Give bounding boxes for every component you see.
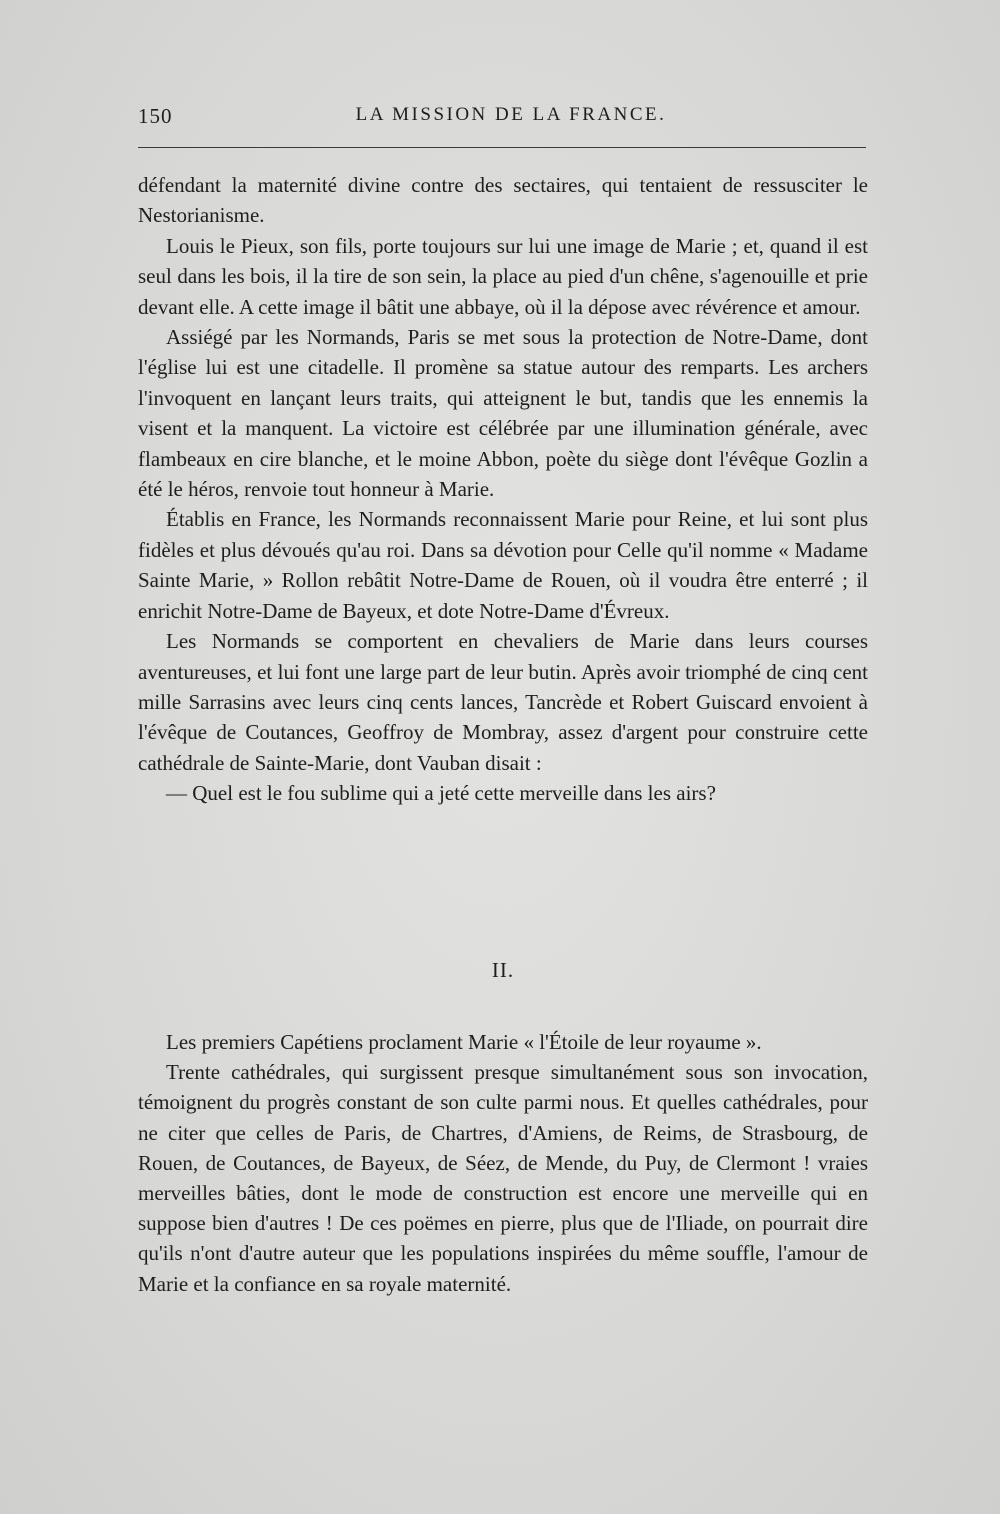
quote-paragraph: — Quel est le fou sublime qui a jeté cette merveille dans les airs? xyxy=(166,781,716,806)
paragraph: Les premiers Capétiens proclament Marie « l'Étoile de leur royaume ». xyxy=(166,1030,762,1054)
paragraph: Établis en France, les Normands reconnaissent Marie pour Reine, et lui sont plus fidèles et plus dévoués qu'au roi. Dans sa dévotion pour Celle qu'il nomme « Madame Sainte Marie, » Rollon rebâtit Notre-Dame de Rouen, où il voudra être enterré ; il enrichit Notre-Dame de Bayeux, et dote Notre-Dame d'Évreux. xyxy=(138,507,868,623)
paragraph: Trente cathédrales, qui surgissent presque simultanément sous son invocation, témoignent du progrès constant de son culte parmi nous. Et quelles cathédrales, pour ne citer que celles de Paris, de Chartres, d'Amiens, de Reims, de Strasbourg, de Rouen, de Coutances, de Bayeux, de Séez, de Mende, du Puy, de Clermont ! vraies merveilles bâties, dont le mode de construction est encore une merveille qui en suppose bien d'autres ! De ces poëmes en pierre, plus que de l'Iliade, on pourrait dire qu'ils n'ont d'autre auteur que les populations inspirées du même souffle, l'amour de Marie et la confiance en sa royale maternité. xyxy=(138,1060,868,1296)
section-body-text xyxy=(138,1027,868,1299)
running-title: LA MISSION DE LA FRANCE. xyxy=(355,104,667,125)
section-heading: II. xyxy=(491,958,515,982)
paragraph: Assiégé par les Normands, Paris se met sous la protection de Notre-Dame, dont l'église lui est une citadelle. Il promène sa statue autour des remparts. Les archers l'invoquent en lançant leurs traits, qui atteignent le but, tandis que les ennemis la visent et la manquent. La victoire est célébrée par une illumination générale, avec flambeaux en cire blanche, et le moine Abbon, poète du siège dont l'évêque Gozlin a été le héros, renvoie tout honneur à Marie. xyxy=(138,325,868,502)
page-number: 150 xyxy=(138,104,173,128)
paragraph: défendant la maternité divine contre des sectaires, qui tentaient de ressusciter le Nestorianisme. xyxy=(138,173,868,228)
body-text xyxy=(138,170,868,809)
paragraph: Les Normands se comportent en chevaliers de Marie dans leurs courses aventureuses, et lui font une large part de leur butin. Après avoir triomphé de cinq cent mille Sarrasins avec leurs cinq cents lances, Tancrède et Robert Guiscard envoient à l'évêque de Coutances, Geoffroy de Mombray, assez d'argent pour construire cette cathédrale de Sainte-Marie, dont Vauban disait : xyxy=(138,629,868,775)
paragraph: Louis le Pieux, son fils, porte toujours sur lui une image de Marie ; et, quand il est seul dans les bois, il la tire de son sein, la place au pied d'un chêne, s'agenouille et prie devant elle. A cette image il bâtit une abbaye, où il la dépose avec révérence et amour. xyxy=(138,233,868,319)
header-rule xyxy=(138,147,866,148)
page-header xyxy=(138,104,864,134)
